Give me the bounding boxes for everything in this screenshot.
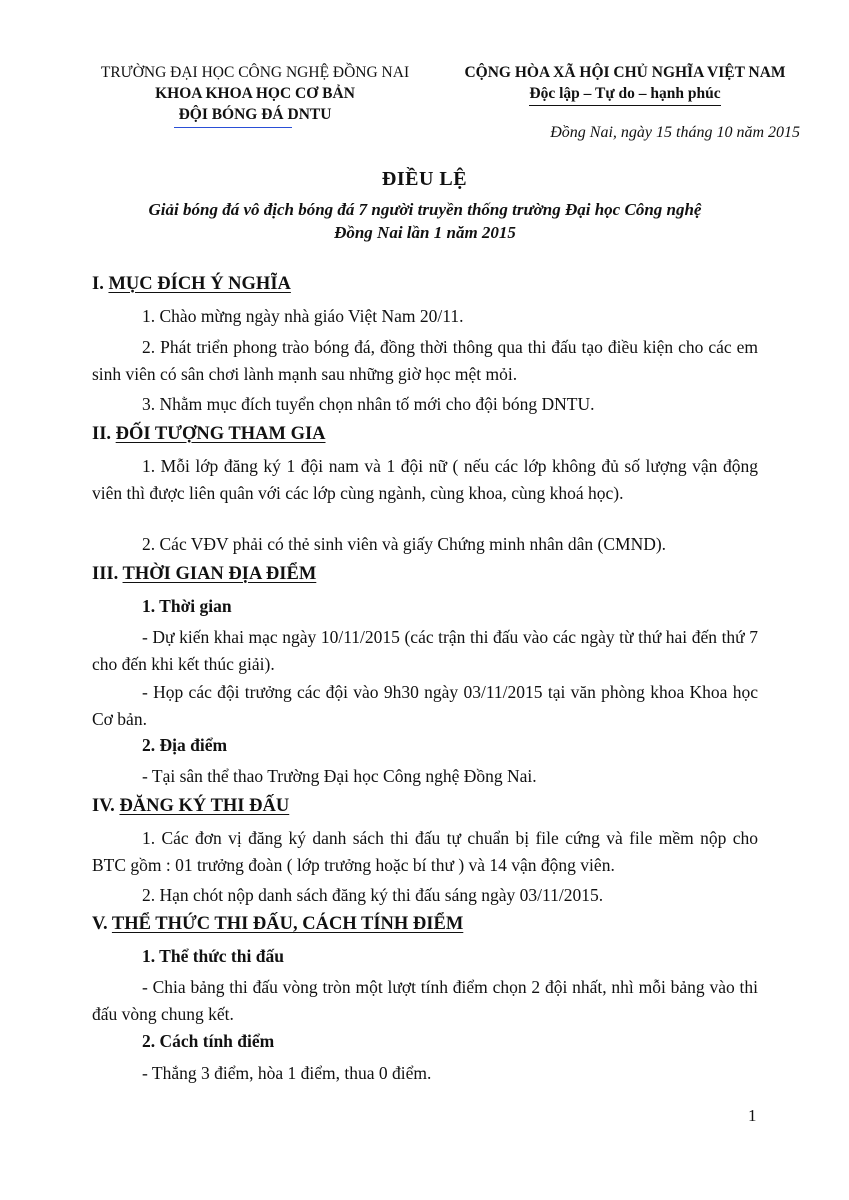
paragraph: 1. Các đơn vị đăng ký danh sách thi đấu tự chuẩn bị file cứng và file mềm nộp cho BTC gồm : 01 trưởng đoàn ( lớp trưởng hoặc bí thư ) và 14 vận động viên. bbox=[92, 828, 758, 875]
paragraph: 2. Hạn chót nộp danh sách đăng ký thi đấu sáng ngày 03/11/2015. bbox=[142, 885, 604, 905]
paragraph: 3. Nhằm mục đích tuyển chọn nhân tố mới cho đội bóng DNTU. bbox=[142, 394, 595, 414]
document-subtitle bbox=[80, 198, 770, 244]
section-heading-1 bbox=[92, 274, 291, 295]
paragraph: 2. Phát triển phong trào bóng đá, đồng thời thông qua thi đấu tạo điều kiện cho các em sinh viên có sân chơi lành mạnh sau những giờ học mệt mỏi. bbox=[92, 337, 758, 384]
faculty-name: KHOA KHOA HỌC CƠ BẢN bbox=[155, 85, 355, 102]
nation-name: CỘNG HÒA XÃ HỘI CHỦ NGHĨA VIỆT NAM bbox=[464, 64, 786, 81]
national-motto: Độc lập – Tự do – hạnh phúc bbox=[529, 83, 720, 106]
subheading: 1. Thời gian bbox=[142, 596, 232, 616]
section-number: II. bbox=[92, 424, 112, 444]
section-number: I. bbox=[92, 274, 104, 294]
header-nation bbox=[440, 62, 810, 106]
team-name: ĐỘI BÓNG ĐÁ DNTU bbox=[178, 106, 332, 123]
subtitle-line-2: Đồng Nai lần 1 năm 2015 bbox=[334, 223, 516, 242]
section-number: III. bbox=[92, 564, 119, 584]
paragraph: 1. Chào mừng ngày nhà giáo Việt Nam 20/11. bbox=[142, 306, 464, 326]
section-title: THỂ THỨC THI ĐẤU, CÁCH TÍNH ĐIỂM bbox=[111, 914, 464, 934]
subheading: 2. Cách tính điểm bbox=[142, 1031, 275, 1051]
section-title: ĐĂNG KÝ THI ĐẤU bbox=[119, 796, 290, 816]
section-number: V. bbox=[92, 914, 108, 934]
section-number: IV. bbox=[92, 796, 115, 816]
subtitle-line-1: Giải bóng đá vô địch bóng đá 7 người truyền thống trường Đại học Công nghệ bbox=[148, 200, 702, 219]
document-title: ĐIỀU LỆ bbox=[381, 168, 468, 190]
section-title: THỜI GIAN ĐỊA ĐIỂM bbox=[122, 564, 317, 584]
section-heading-2 bbox=[92, 424, 326, 445]
subheading: 1. Thể thức thi đấu bbox=[142, 946, 284, 966]
section-title: ĐỐI TƯỢNG THAM GIA bbox=[115, 424, 326, 444]
section-heading-4 bbox=[92, 796, 289, 817]
header-institution bbox=[60, 62, 450, 125]
university-name: TRƯỜNG ĐẠI HỌC CÔNG NGHỆ ĐỒNG NAI bbox=[100, 64, 410, 81]
paragraph: - Tại sân thể thao Trường Đại học Công nghệ Đồng Nai. bbox=[142, 766, 537, 786]
section-heading-5 bbox=[92, 914, 463, 935]
section-heading-3 bbox=[92, 564, 316, 585]
paragraph: 2. Các VĐV phải có thẻ sinh viên và giấy Chứng minh nhân dân (CMND). bbox=[142, 534, 667, 554]
header-divider bbox=[174, 127, 292, 128]
paragraph: 1. Mỗi lớp đăng ký 1 đội nam và 1 đội nữ ( nếu các lớp không đủ số lượng vận động viên thì được liên quân với các lớp cùng ngành, cùng khoa, cùng khoá học). bbox=[92, 456, 758, 503]
document-date: Đồng Nai, ngày 15 tháng 10 năm 2015 bbox=[550, 124, 800, 141]
section-title: MỤC ĐÍCH Ý NGHĨA bbox=[108, 274, 291, 294]
paragraph: - Thắng 3 điểm, hòa 1 điểm, thua 0 điểm. bbox=[142, 1063, 432, 1083]
paragraph: - Dự kiến khai mạc ngày 10/11/2015 (các trận thi đấu vào các ngày từ thứ hai đến thứ 7 cho đến khi kết thúc giải). bbox=[92, 627, 758, 674]
paragraph: - Chia bảng thi đấu vòng tròn một lượt tính điểm chọn 2 đội nhất, nhì mỗi bảng vào thi đấu vòng chung kết. bbox=[92, 977, 758, 1024]
paragraph: - Họp các đội trưởng các đội vào 9h30 ngày 03/11/2015 tại văn phòng khoa Khoa học Cơ bản. bbox=[92, 682, 758, 729]
page-number: 1 bbox=[748, 1106, 757, 1125]
subheading: 2. Địa điểm bbox=[142, 735, 228, 755]
